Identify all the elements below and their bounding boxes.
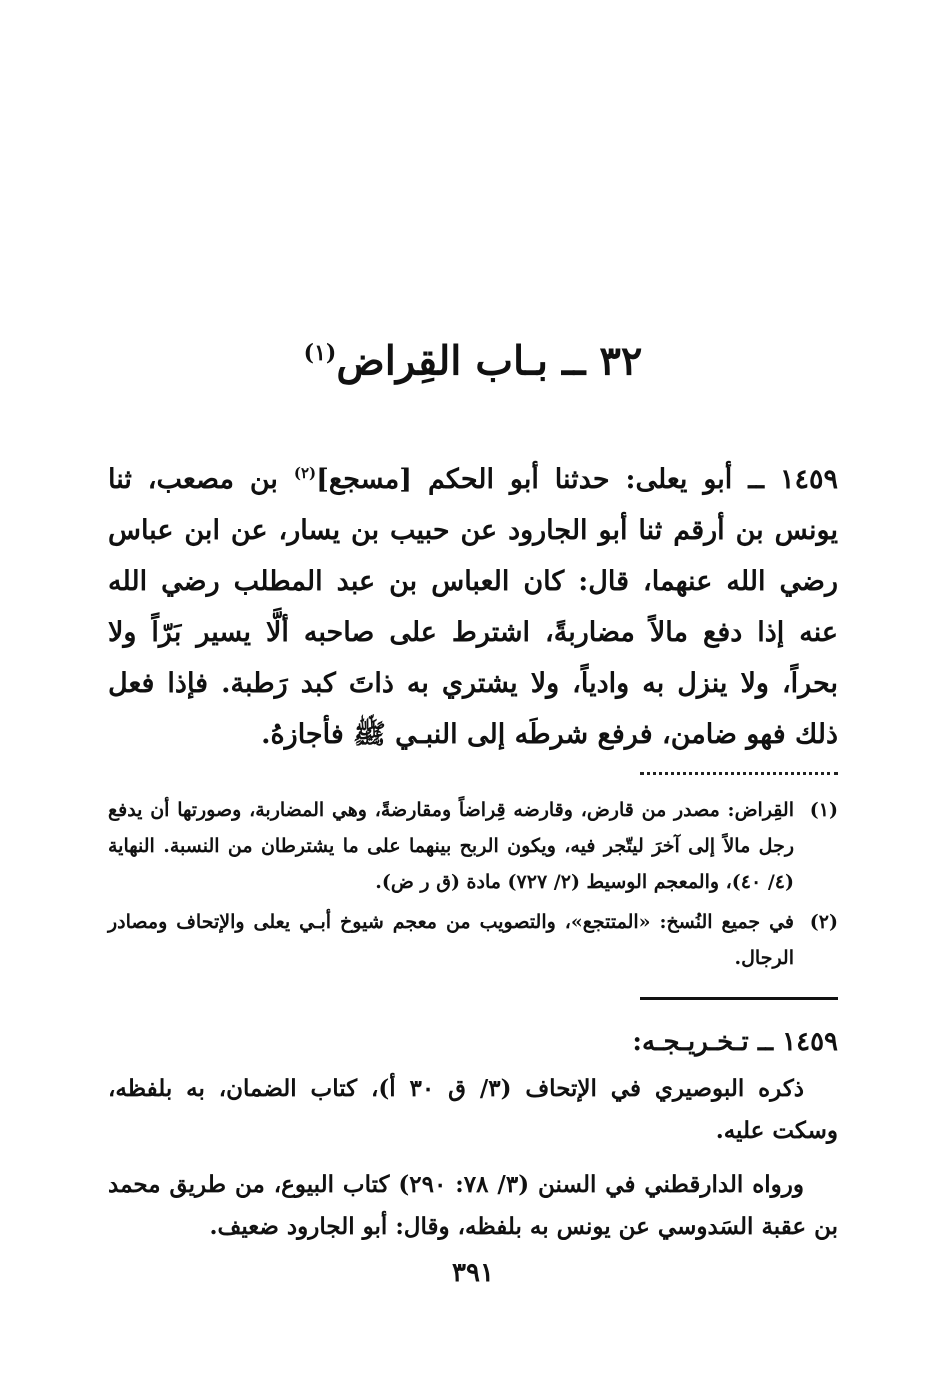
takhrij-section <box>108 1018 838 1260</box>
chapter-footnote-ref: (١) <box>303 340 337 366</box>
footnote-1-number: (١) <box>809 799 838 821</box>
footnote-2-text: في جميع النُسخ: «المتتجع»، والتصويب من معجم شيوخ أبـي يعلى والإتحاف ومصادر الرجال. <box>108 911 794 969</box>
page-number: ٣٩١ <box>452 1258 494 1288</box>
footnote-2-number: (٢) <box>809 911 838 933</box>
hadith-text-part2: بن مصعب، ثنا يونس بن أرقم ثنا أبو الجارود عن حبيب بن يسار، عن ابن عباس رضي الله عنهما، قال: كان العباس بن عبد المطلب رضي الله عنه إذا دفع مالاً مضاربةً، اشترط على صاحبه ألَّا يسير بَرّاً ولا بحراً، ولا ينزل به وادياً، ولا يشتري به ذاتَ كبد رَطبة. فإذا فعل ذلك فهو ضامن، فرفع شرطَه إلى النبـي ﷺ فأجازهُ. <box>108 464 838 750</box>
hadith-text-part1: ١٤٥٩ ــ أبو يعلى: حدثنا أبو الحكم [مسجع] <box>316 464 838 495</box>
chapter-title-text: ٣٢ ــ بـاب القِراض <box>336 337 643 385</box>
footnote-2 <box>108 904 838 976</box>
footnotes <box>108 792 838 980</box>
footnote-1 <box>108 792 838 900</box>
takhrij-paragraph-2: ورواه الدارقطني في السنن (٣/ ٧٨: ٢٩٠) كتاب البيوع، من طريق محمد بن عقبة السَدوسي عن يونس به بلفظه، وقال: أبو الجارود ضعيف. <box>108 1171 838 1240</box>
footnote-separator-dotted <box>640 762 838 775</box>
footnote-1-text: القِراض: مصدر من قارض، وقارضه قِراضاً ومقارضةً، وهي المضاربة، وصورتها أن يدفع رجل مالاً إلى آخرَ ليتّجر فيه، ويكون الربح بينهما على ما يشترطان من النسبة. النهاية (٤/ ٤٠)، والمعجم الوسيط (٢/ ٧٢٧) مادة (ق ر ض). <box>108 799 794 893</box>
takhrij-separator-rule <box>640 997 838 1000</box>
takhrij-heading: ١٤٥٩ ــ تـخـريـجـه: <box>632 1027 838 1057</box>
takhrij-paragraph-1: ذكره البوصيري في الإتحاف (٣/ ق ٣٠ أ)، كتاب الضمان، به بلفظه، وسكت عليه. <box>108 1075 838 1144</box>
hadith-footnote-ref: (٢) <box>293 464 317 482</box>
chapter-title <box>240 318 706 396</box>
hadith-text <box>108 448 838 760</box>
